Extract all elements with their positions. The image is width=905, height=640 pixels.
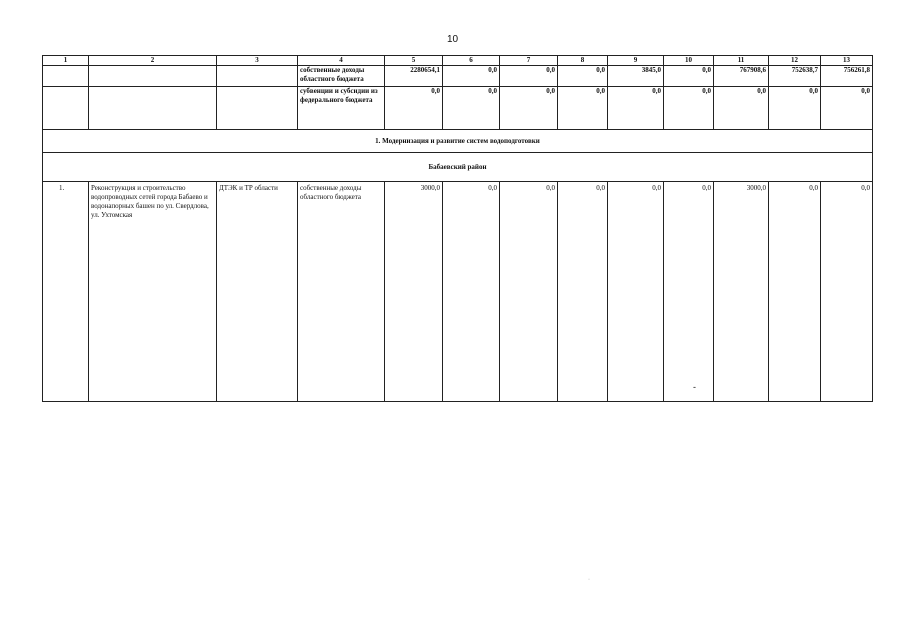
header-row <box>43 56 873 66</box>
value-cell: 0,0 <box>500 182 558 402</box>
value-cell: 0,0 <box>558 182 608 402</box>
row-number-cell: 1. <box>43 182 89 402</box>
value-cell: 0,0 <box>664 182 714 402</box>
column-header: 10 <box>664 56 714 66</box>
value-cell: 0,0 <box>500 87 558 130</box>
value-cell: 3000,0 <box>385 182 443 402</box>
table-row <box>43 182 873 402</box>
column-header: 8 <box>558 56 608 66</box>
value-cell: 0,0 <box>769 87 821 130</box>
value-cell: 2280654,1 <box>385 66 443 87</box>
value-cell: 0,0 <box>558 87 608 130</box>
value-cell: 752638,7 <box>769 66 821 87</box>
stray-mark: - <box>693 382 696 392</box>
value-cell: 0,0 <box>443 87 500 130</box>
funding-source-cell: субвенции и субсидии из федерального бюджета <box>298 87 385 130</box>
object-name-cell: Реконструкция и строительство водопроводных сетей города Бабаево и водонапорных башен по ул. Свердлова, ул. Ухтомская <box>89 182 217 402</box>
row-number-cell <box>43 66 89 87</box>
section-row <box>43 130 873 153</box>
column-header: 7 <box>500 56 558 66</box>
value-cell: 0,0 <box>664 66 714 87</box>
value-cell: 0,0 <box>821 182 873 402</box>
value-cell: 0,0 <box>608 87 664 130</box>
budget-table <box>42 55 873 402</box>
column-header: 11 <box>714 56 769 66</box>
scan-speck: · <box>588 577 590 583</box>
column-header: 5 <box>385 56 443 66</box>
subsection-title: Бабаевский район <box>43 153 873 182</box>
section-title: 1. Модернизация и развитие систем водоподготовки <box>43 130 873 153</box>
funding-source-cell: собственные доходы областного бюджета <box>298 66 385 87</box>
object-name-cell <box>89 66 217 87</box>
executor-cell <box>217 87 298 130</box>
executor-cell: ДТЭК и ТР области <box>217 182 298 402</box>
row-number-cell <box>43 87 89 130</box>
object-name-cell <box>89 87 217 130</box>
value-cell: 756261,8 <box>821 66 873 87</box>
value-cell: 0,0 <box>500 66 558 87</box>
subsection-row <box>43 153 873 182</box>
column-header: 3 <box>217 56 298 66</box>
value-cell: 3000,0 <box>714 182 769 402</box>
column-header: 12 <box>769 56 821 66</box>
column-header: 4 <box>298 56 385 66</box>
column-header: 6 <box>443 56 500 66</box>
table-row <box>43 66 873 87</box>
funding-source-cell: собственные доходы областного бюджета <box>298 182 385 402</box>
value-cell: 0,0 <box>664 87 714 130</box>
value-cell: 0,0 <box>608 182 664 402</box>
value-cell: 767908,6 <box>714 66 769 87</box>
column-header: 2 <box>89 56 217 66</box>
value-cell: 3845,0 <box>608 66 664 87</box>
page-number: 10 <box>446 34 459 45</box>
value-cell: 0,0 <box>714 87 769 130</box>
column-header: 1 <box>43 56 89 66</box>
value-cell: 0,0 <box>443 182 500 402</box>
value-cell: 0,0 <box>558 66 608 87</box>
value-cell: 0,0 <box>443 66 500 87</box>
column-header: 13 <box>821 56 873 66</box>
executor-cell <box>217 66 298 87</box>
value-cell: 0,0 <box>821 87 873 130</box>
column-header: 9 <box>608 56 664 66</box>
value-cell: 0,0 <box>769 182 821 402</box>
value-cell: 0,0 <box>385 87 443 130</box>
table-row <box>43 87 873 130</box>
